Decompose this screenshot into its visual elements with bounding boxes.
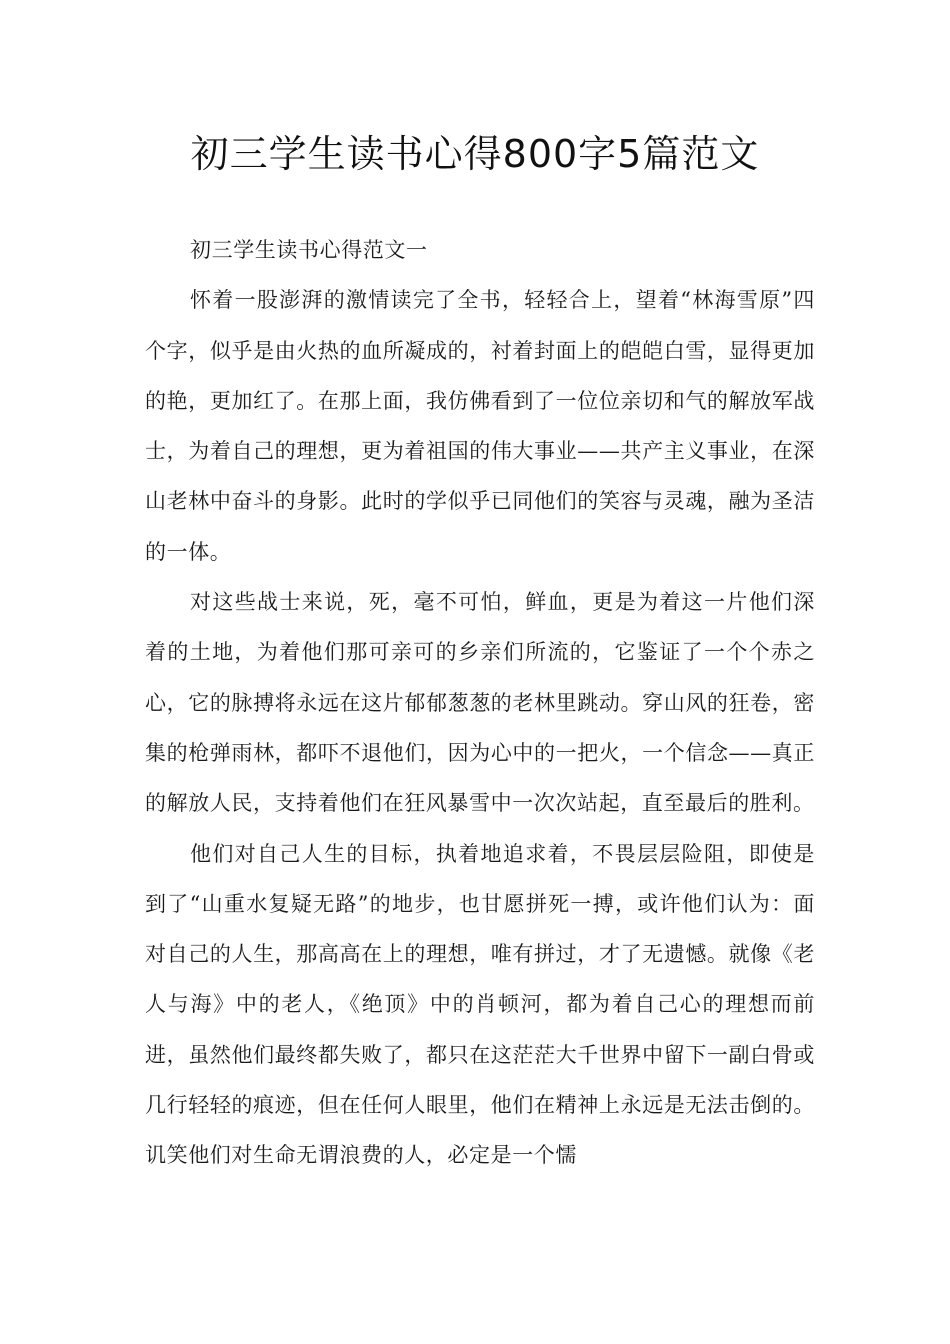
document-title: 初三学生读书心得800字5篇范文 (190, 132, 760, 176)
paragraph: 他们对自己人生的目标，执着地追求着，不畏层层险阻，即使是到了“山重水复疑无路”的地步，也甘愿拼死一搏，或许他们认为：面对自己的人生，那高高在上的理想，唯有拼过，才了无遗憾。就像《老人与海》中的老人，《绝顶》中的肖顿河，都为着自己心的理想而前进，虽然他们最终都失败了，都只在这茫茫大千世界中留下一副白骨或几行轻轻的痕迹，但在任何人眼里，他们在精神上永远是无法击倒的。讥笑他们对生命无谓浪费的人，必定是一个懦 (145, 841, 815, 1168)
document-body (145, 225, 815, 1181)
section-heading: 初三学生读书心得范文一 (190, 238, 428, 262)
paragraph: 怀着一股澎湃的激情读完了全书，轻轻合上，望着“林海雪原”四个字，似乎是由火热的血所凝成的，衬着封面上的皑皑白雪，显得更加的艳，更加红了。在那上面，我仿佛看到了一位位亲切和气的解放军战士，为着自己的理想，更为着祖国的伟大事业——共产主义事业，在深山老林中奋斗的身影。此时的学似乎已同他们的笑容与灵魂，融为圣洁的一体。 (145, 288, 815, 564)
paragraph: 对这些战士来说，死，毫不可怕，鲜血，更是为着这一片他们深着的土地，为着他们那可亲可的乡亲们所流的，它鉴证了一个个赤之心，它的脉搏将永远在这片郁郁葱葱的老林里跳动。穿山风的狂卷，密集的枪弹雨林，都吓不退他们，因为心中的一把火，一个信念——真正的解放人民，支持着他们在狂风暴雪中一次次站起，直至最后的胜利。 (145, 590, 815, 816)
